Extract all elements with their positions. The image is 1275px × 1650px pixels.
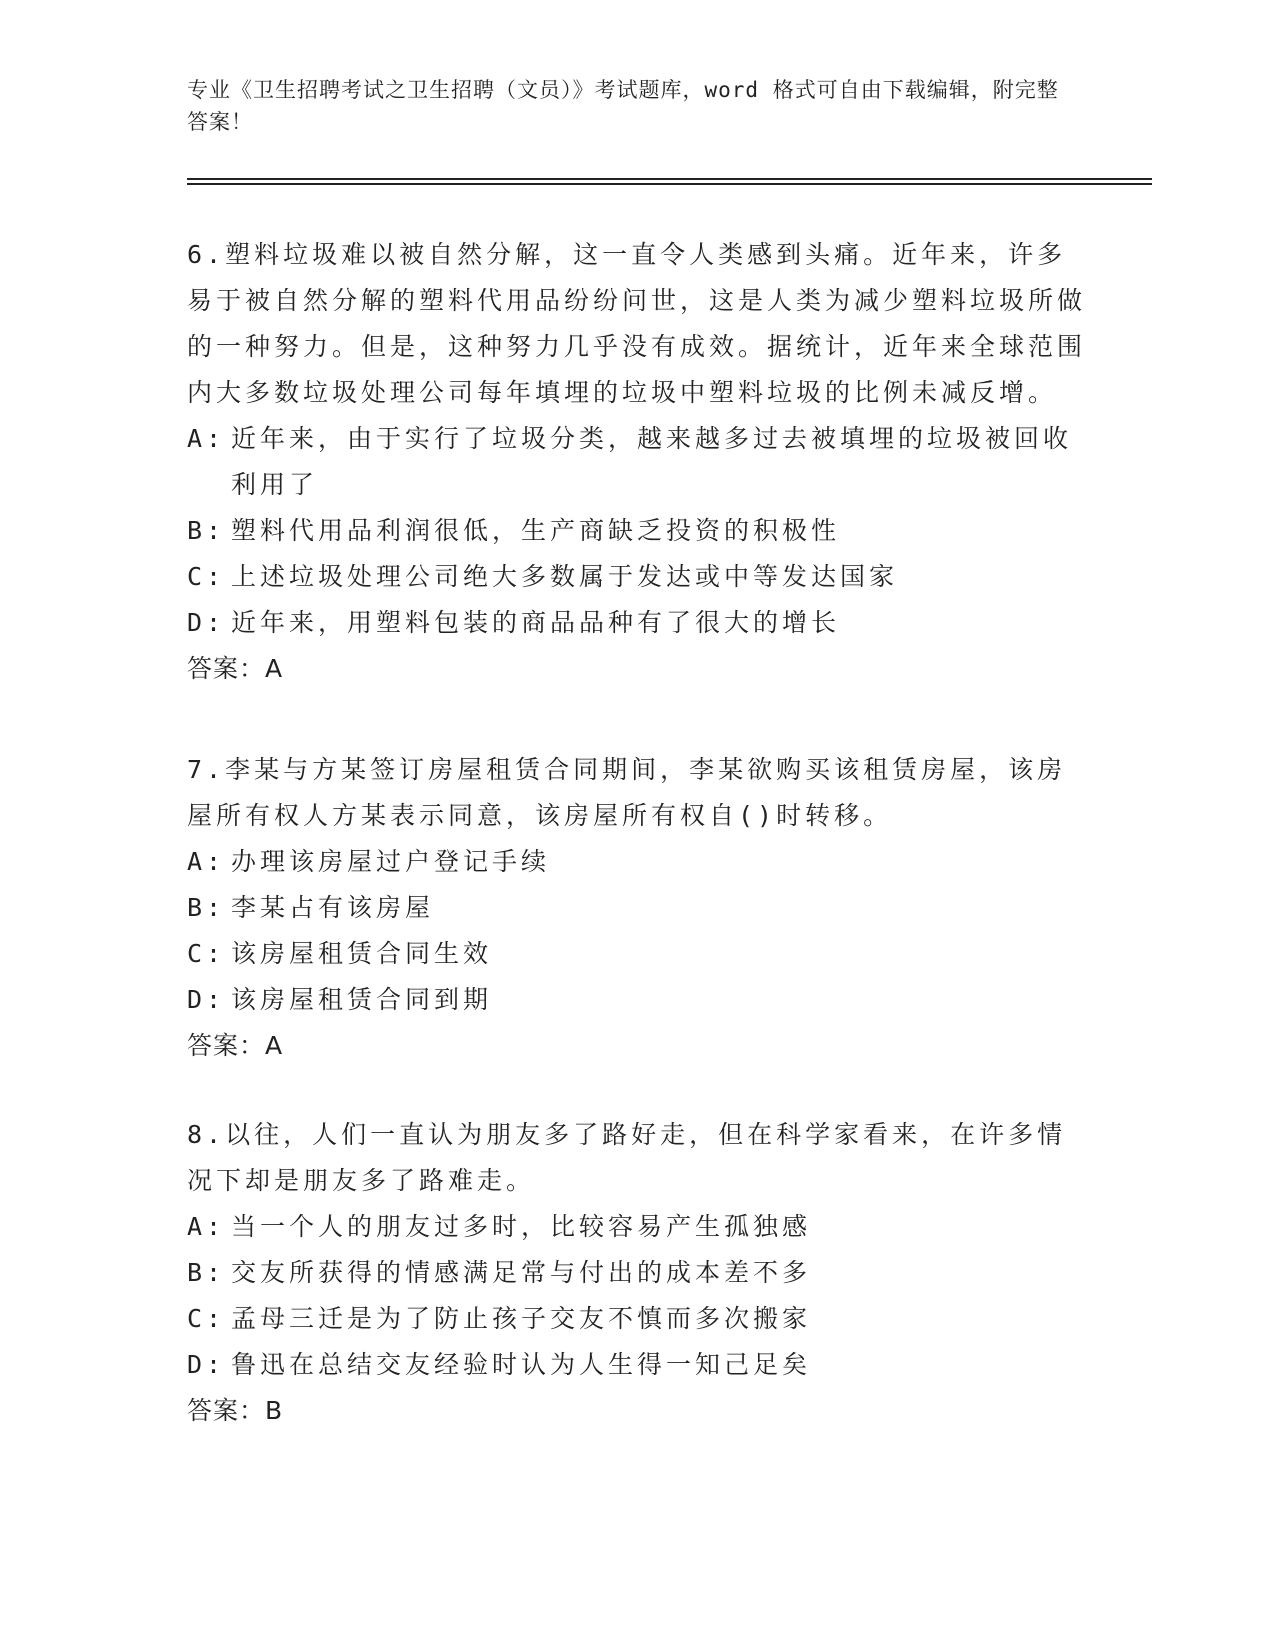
option-text: 办理该房屋过户登记手续 xyxy=(231,847,551,876)
document-header: 专业《卫生招聘考试之卫生招聘（文员）》考试题库，word 格式可自由下载编辑，附完整答案！ xyxy=(187,78,1059,134)
option-text: 上述垃圾处理公司绝大多数属于发达或中等发达国家 xyxy=(231,562,899,591)
option-letter: D: xyxy=(187,1350,226,1379)
option-text: 孟母三迁是为了防止孩子交友不慎而多次搬家 xyxy=(231,1304,812,1333)
option-letter: C: xyxy=(187,1304,226,1333)
question-8 xyxy=(187,1112,1087,1434)
option-b xyxy=(187,1250,1087,1296)
answer-line: 答案：A xyxy=(187,1031,284,1060)
option-a xyxy=(187,839,1087,885)
answer-line: 答案：A xyxy=(187,654,284,683)
option-text: 近年来，由于实行了垃圾分类，越来越多过去被填埋的垃圾被回收利用了 xyxy=(231,424,1073,499)
option-text: 近年来，用塑料包装的商品品种有了很大的增长 xyxy=(231,608,841,637)
option-text: 塑料代用品利润很低，生产商缺乏投资的积极性 xyxy=(231,516,841,545)
option-letter: C: xyxy=(187,562,226,591)
option-c xyxy=(187,1296,1087,1342)
option-d xyxy=(187,1342,1087,1388)
option-text: 鲁迅在总结交友经验时认为人生得一知己足矣 xyxy=(231,1350,812,1379)
option-c xyxy=(187,554,1087,600)
question-6 xyxy=(187,232,1087,692)
option-letter: B: xyxy=(187,893,226,922)
option-letter: C: xyxy=(187,939,226,968)
option-text: 该房屋租赁合同到期 xyxy=(231,985,493,1014)
option-b xyxy=(187,508,1087,554)
option-a xyxy=(187,416,1087,508)
option-d xyxy=(187,977,1087,1023)
question-stem: 6.塑料垃圾难以被自然分解，这一直令人类感到头痛。近年来，许多易于被自然分解的塑料代用品纷纷问世，这是人类为减少塑料垃圾所做的一种努力。但是，这种努力几乎没有成效。据统计，近年来全球范围内大多数垃圾处理公司每年填埋的垃圾中塑料垃圾的比例未减反增。 xyxy=(187,240,1087,407)
header-divider-bottom xyxy=(187,183,1152,185)
question-7 xyxy=(187,747,1087,1069)
option-letter: D: xyxy=(187,985,226,1014)
option-letter: A: xyxy=(187,1212,226,1241)
option-letter: B: xyxy=(187,516,226,545)
question-stem: 8.以往，人们一直认为朋友多了路好走，但在科学家看来，在许多情况下却是朋友多了路难走。 xyxy=(187,1120,1067,1195)
option-text: 交友所获得的情感满足常与付出的成本差不多 xyxy=(231,1258,812,1287)
answer-line: 答案：B xyxy=(187,1396,284,1425)
option-letter: A: xyxy=(187,847,226,876)
header-divider-top xyxy=(187,178,1152,180)
option-text: 当一个人的朋友过多时，比较容易产生孤独感 xyxy=(231,1212,812,1241)
option-text: 该房屋租赁合同生效 xyxy=(231,939,493,968)
option-letter: D: xyxy=(187,608,226,637)
option-b xyxy=(187,885,1087,931)
option-a xyxy=(187,1204,1087,1250)
option-c xyxy=(187,931,1087,977)
question-stem: 7.李某与方某签订房屋租赁合同期间，李某欲购买该租赁房屋，该房屋所有权人方某表示同意，该房屋所有权自()时转移。 xyxy=(187,755,1067,830)
option-letter: A: xyxy=(187,424,226,453)
option-d xyxy=(187,600,1087,646)
option-text: 李某占有该房屋 xyxy=(231,893,435,922)
option-letter: B: xyxy=(187,1258,226,1287)
